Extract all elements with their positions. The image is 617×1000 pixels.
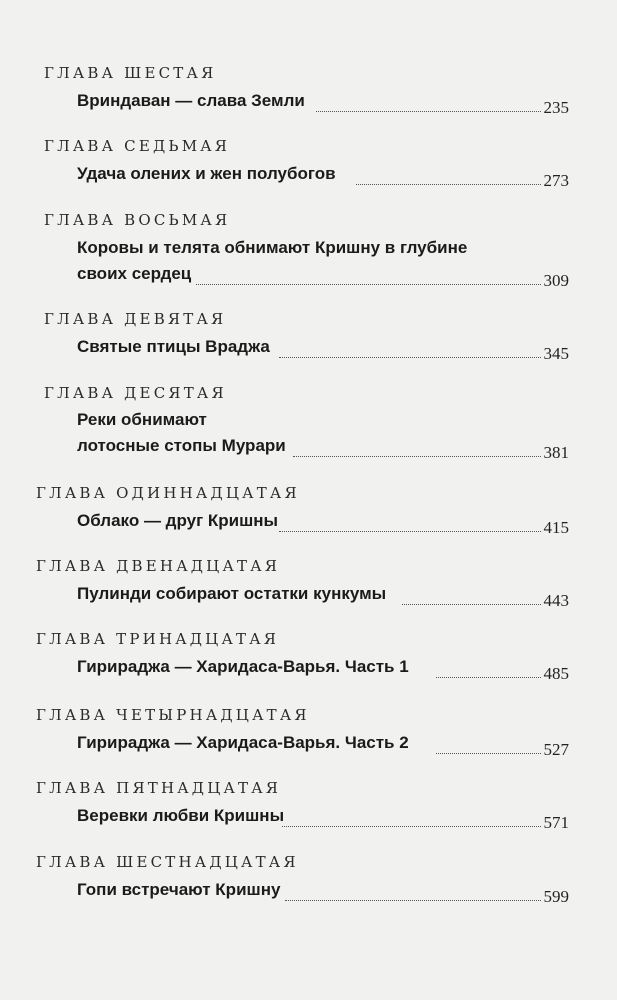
chapter-title: Гопи встречают Кришну xyxy=(77,880,281,899)
chapter-heading: ГЛАВА ШЕСТНАДЦАТАЯ xyxy=(36,853,299,871)
dot-leader xyxy=(293,456,541,457)
chapter-title: Святые птицы Враджа xyxy=(77,337,270,356)
dot-leader xyxy=(285,900,541,901)
chapter-title: Гирираджа — Харидаса-Варья. Часть 1 xyxy=(77,657,409,676)
dot-leader xyxy=(279,357,541,358)
dot-leader xyxy=(279,531,541,532)
page-number: 235 xyxy=(543,98,569,117)
chapter-title-continued: лотосные стопы Мурари xyxy=(77,436,286,455)
dot-leader xyxy=(436,677,541,678)
dot-leader xyxy=(196,284,541,285)
chapter-title: Пулинди собирают остатки кункумы xyxy=(77,584,387,603)
chapter-title-continued: своих сердец xyxy=(77,264,192,283)
dot-leader xyxy=(436,753,541,754)
page-number: 485 xyxy=(543,664,569,683)
chapter-title: Веревки любви Кришны xyxy=(77,806,285,825)
dot-leader xyxy=(282,826,541,827)
chapter-title: Коровы и телята обнимают Кришну в глубине xyxy=(77,238,468,257)
page-number: 273 xyxy=(543,171,569,190)
chapter-heading: ГЛАВА ДЕСЯТАЯ xyxy=(44,384,227,402)
page-number: 309 xyxy=(543,271,569,290)
dot-leader xyxy=(356,184,541,185)
page-number: 345 xyxy=(543,344,569,363)
page-number: 599 xyxy=(543,887,569,906)
chapter-heading: ГЛАВА ДЕВЯТАЯ xyxy=(44,310,227,328)
page-number: 527 xyxy=(543,740,569,759)
dot-leader xyxy=(402,604,541,605)
chapter-heading: ГЛАВА ТРИНАДЦАТАЯ xyxy=(36,630,280,648)
chapter-title: Реки обнимают xyxy=(77,410,207,429)
chapter-heading: ГЛАВА ДВЕНАДЦАТАЯ xyxy=(36,557,281,575)
chapter-heading: ГЛАВА ЧЕТЫРНАДЦАТАЯ xyxy=(36,706,310,724)
page-number: 571 xyxy=(543,813,569,832)
dot-leader xyxy=(316,111,541,112)
chapter-title: Облако — друг Кришны xyxy=(77,511,279,530)
chapter-heading: ГЛАВА ПЯТНАДЦАТАЯ xyxy=(36,779,282,797)
chapter-title: Гирираджа — Харидаса-Варья. Часть 2 xyxy=(77,733,409,752)
page-number: 415 xyxy=(543,518,569,537)
chapter-heading: ГЛАВА ВОСЬМАЯ xyxy=(44,211,231,229)
chapter-heading: ГЛАВА ШЕСТАЯ xyxy=(44,64,217,82)
page-number: 381 xyxy=(543,443,569,462)
chapter-heading: ГЛАВА ОДИННАДЦАТАЯ xyxy=(36,484,300,502)
chapter-heading: ГЛАВА СЕДЬМАЯ xyxy=(44,137,231,155)
chapter-title: Удача олених и жен полубогов xyxy=(77,164,336,183)
page-number: 443 xyxy=(543,591,569,610)
chapter-title: Вриндаван — слава Земли xyxy=(77,91,305,110)
